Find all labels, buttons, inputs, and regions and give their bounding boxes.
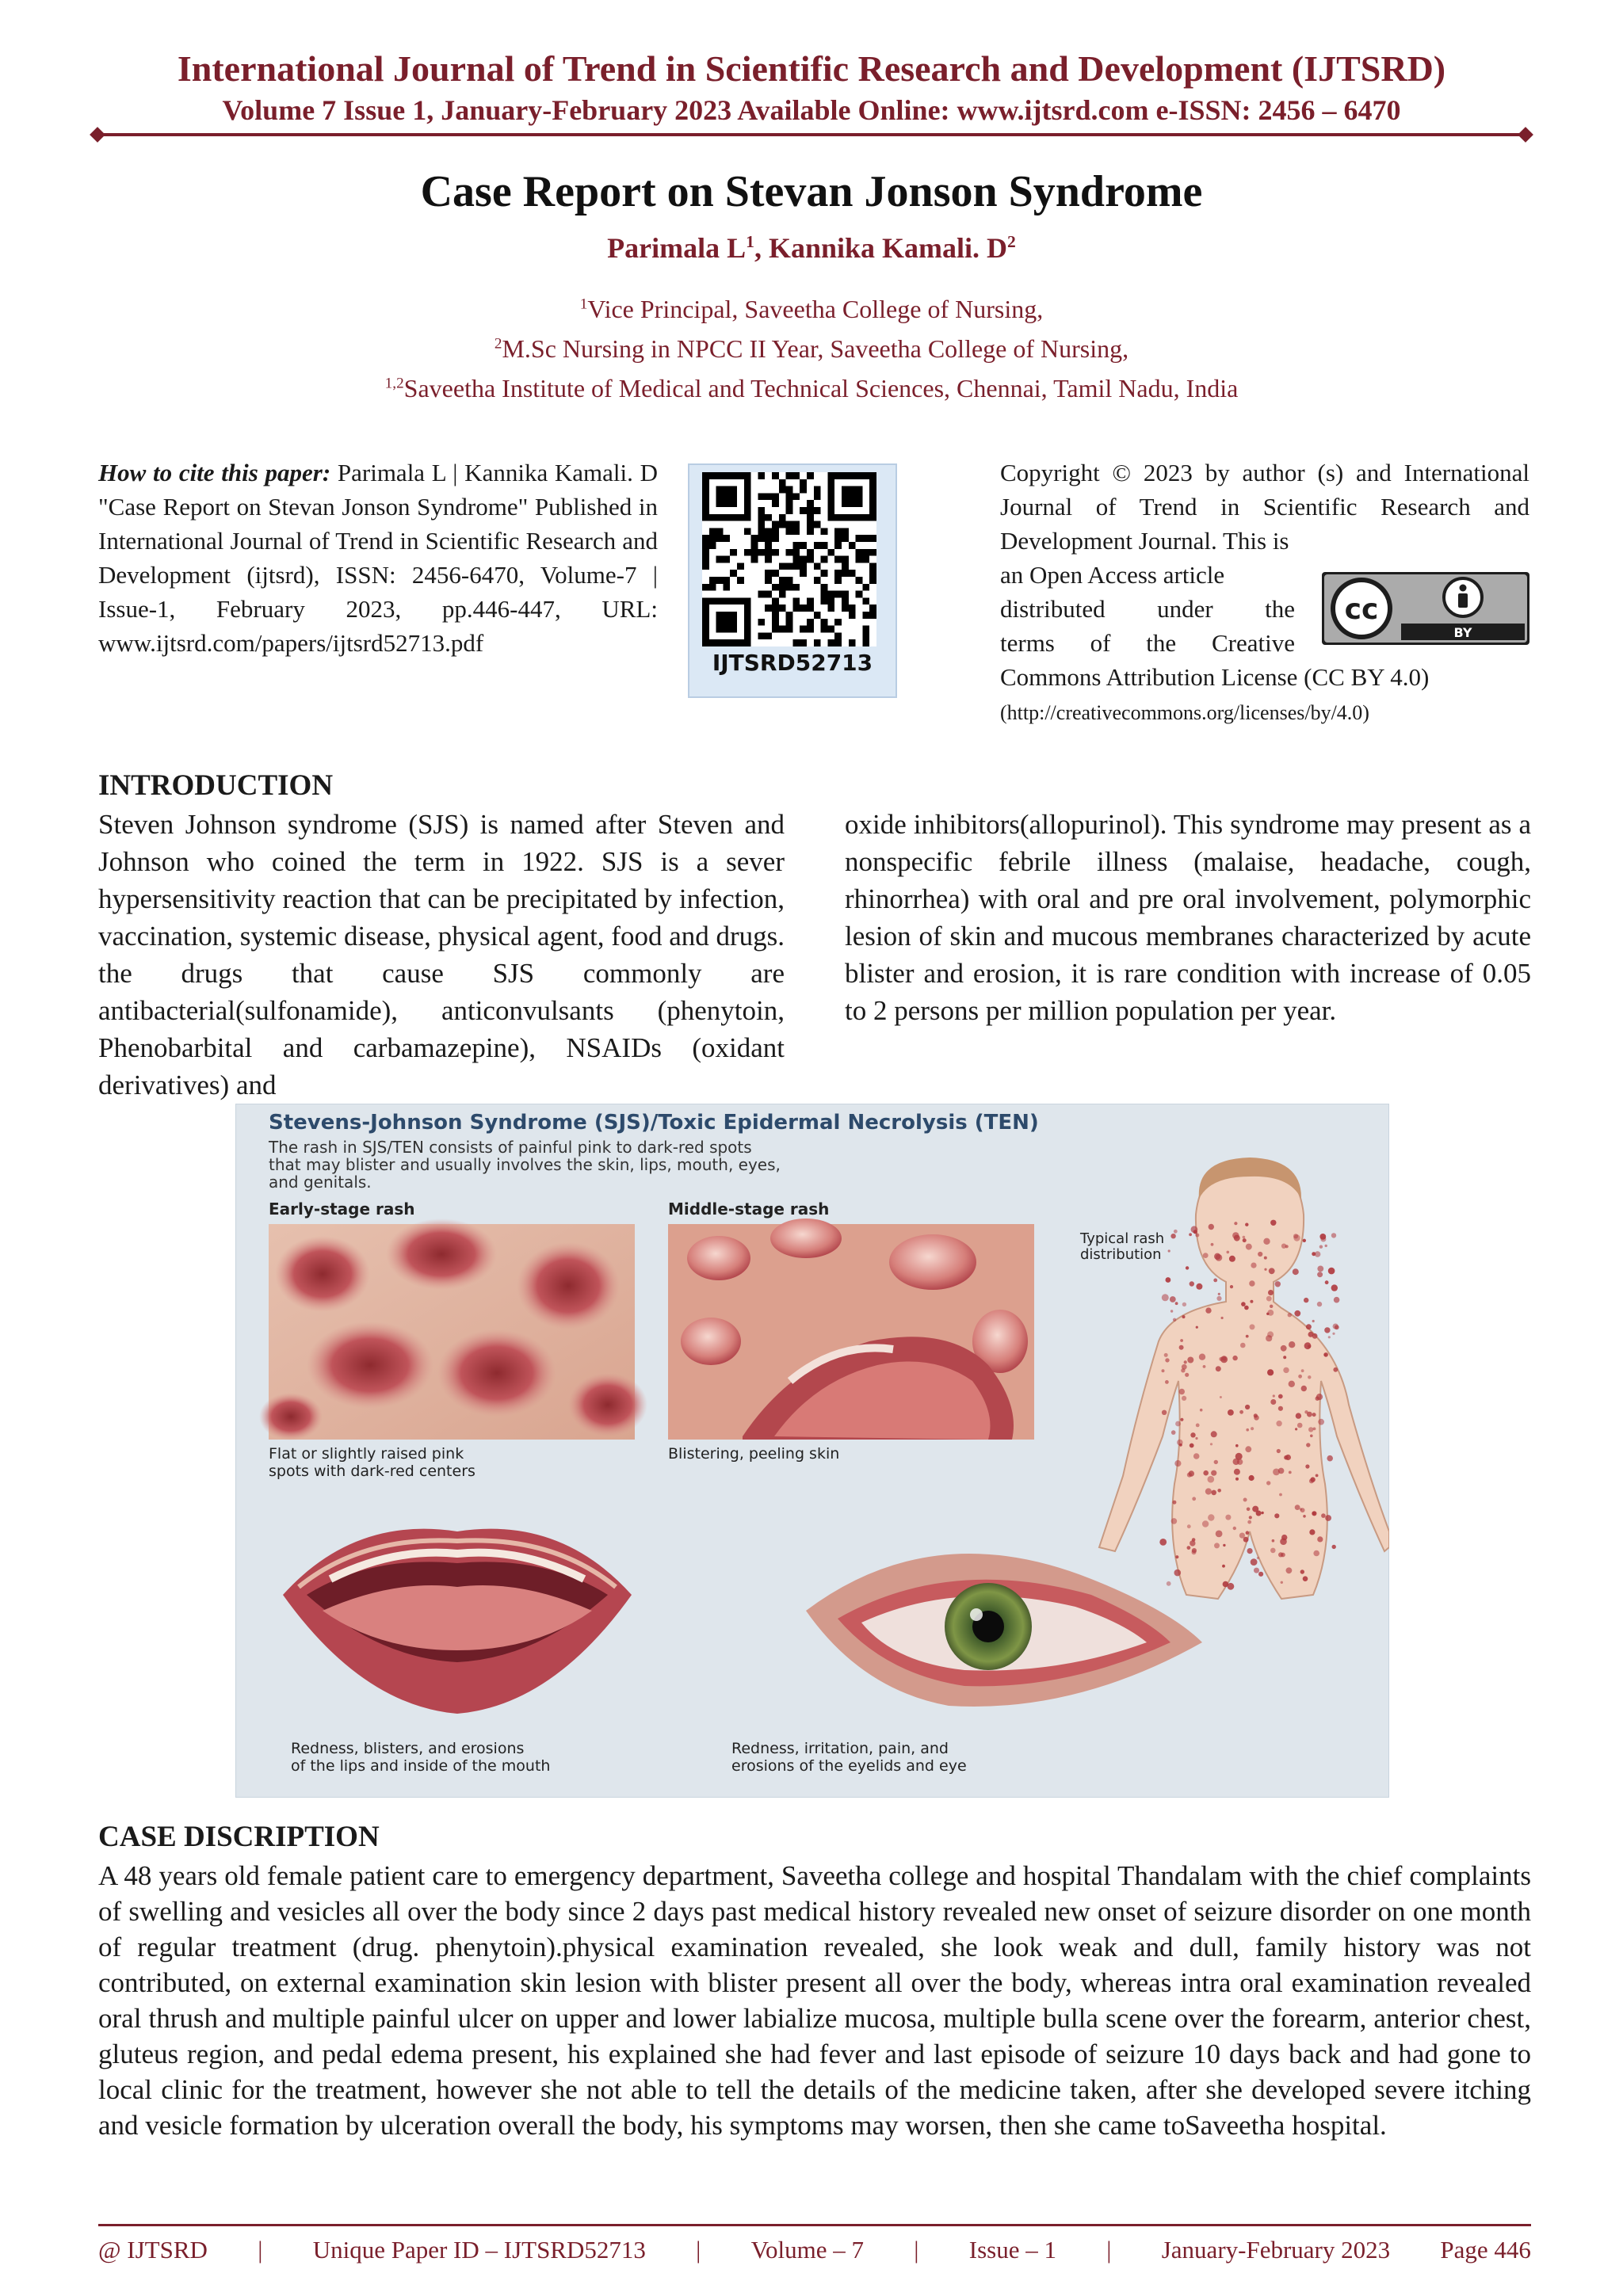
middle-stage-caption: Blistering, peeling skin <box>668 1445 840 1463</box>
footer-rule <box>98 2224 1531 2226</box>
footer-separator-2: | <box>696 2236 701 2264</box>
author-2-sup: 2 <box>1007 232 1016 251</box>
affiliation-1-sup: 1 <box>579 296 588 313</box>
introduction-heading: INTRODUCTION <box>98 769 334 802</box>
journal-subtitle: Volume 7 Issue 1, January-February 2023 Available Online: www.ijtsrd.com e-ISSN: 2456 – 6470 <box>222 94 1401 126</box>
footer-paper-id: Unique Paper ID – IJTSRD52713 <box>312 2236 646 2264</box>
author-1: Parimala L <box>607 232 747 264</box>
citation-block <box>98 456 658 660</box>
affiliation-3-sup: 1,2 <box>384 375 404 392</box>
journal-title: International Journal of Trend in Scientific Research and Development (IJTSRD) <box>177 48 1446 89</box>
cc-by-icon <box>1322 572 1529 645</box>
by-mark: BY <box>1453 625 1472 640</box>
affiliation-2-sup: 2 <box>494 335 502 353</box>
copyright-line-4 <box>1000 626 1295 660</box>
copyright-line-3-text: distributed under the <box>1000 595 1295 623</box>
cc-mark: cc <box>1344 593 1379 626</box>
copyright-line-3 <box>1000 592 1295 626</box>
case-description-heading: CASE DISCRIPTION <box>98 1821 380 1853</box>
early-stage-caption-2: spots with dark-red centers <box>269 1463 475 1480</box>
paper-title: Case Report on Stevan Jonson Syndrome <box>420 167 1203 216</box>
footer-separator-4: | <box>1106 2236 1112 2264</box>
middle-stage-rash-image <box>668 1219 1034 1440</box>
citation-label: How to cite this paper <box>98 459 323 486</box>
authors <box>0 231 1623 265</box>
affiliation-1 <box>0 295 1623 324</box>
typical-rash-label-1: Typical rash <box>1080 1230 1165 1247</box>
affiliation-2-text: M.Sc Nursing in NPCC II Year, Saveetha College of Nursing, <box>502 334 1129 363</box>
author-separator: , <box>754 232 769 264</box>
cc-by-license-badge[interactable] <box>1322 572 1529 645</box>
figure-desc-3: and genitals. <box>269 1173 372 1192</box>
qr-code-icon[interactable] <box>702 472 876 646</box>
citation-text: Parimala L | Kannika Kamali. D "Case Report on Stevan Jonson Syndrome" Published in International Journal of Trend in Scientific Research and Development (ijtsrd), ISSN: 2456-6470, Volume-7 | Issue-1, February 2023, pp.446-447, URL: www.ijtsrd.com/papers/ijtsrd52713.pdf <box>98 459 658 657</box>
affiliation-3 <box>0 374 1623 403</box>
footer-separator-3: | <box>914 2236 919 2264</box>
copyright-line-5: Commons Attribution License (CC BY 4.0) <box>1000 663 1430 691</box>
middle-stage-label: Middle-stage rash <box>668 1199 830 1219</box>
affiliation-3-text: Saveetha Institute of Medical and Technical Sciences, Chennai, Tamil Nadu, India <box>403 374 1239 402</box>
eye-caption-1: Redness, irritation, pain, and <box>731 1740 949 1757</box>
sjs-ten-figure <box>235 1104 1389 1798</box>
footer-page-number: Page 446 <box>1440 2236 1531 2264</box>
header-rule <box>97 133 1527 136</box>
introduction-column-1: Steven Johnson syndrome (SJS) is named after Steven and Johnson who coined the term in 1922. SJS is a sever hypersensitivity reaction that can be precipitated by infection, vaccination, systemic disease, physical agent, food and drugs. the drugs that cause SJS commonly are antibacterial(sulfonamide), anticonvulsants (phenytoin, Phenobarbital and carbamazepine), NSAIDs (oxidant derivatives) and <box>98 809 785 1100</box>
citation-colon: : <box>322 459 331 486</box>
affiliation-2 <box>0 334 1623 364</box>
cc-license-url[interactable]: (http://creativecommons.org/licenses/by/4.0) <box>1000 701 1369 724</box>
footer-issue: Issue – 1 <box>968 2236 1056 2264</box>
sjs-figure-illustration <box>235 1104 1389 1798</box>
case-description-text: A 48 years old female patient care to emergency department, Saveetha college and hospital Thandalam with the chief complaints of swelling and vesicles all over the body since 2 days past medical history revealed new onset of seizure disorder on one month of regular treatment (drug. phenytoin).physical examination revealed, she look weak and dull, family history was not contributed, on external examination skin lesion with blister present all over the body, whereas intra oral examination revealed oral thrush and multiple painful ulcer on upper and lower labialize mucosa, multiple bulla scene over the forearm, anterior chest, gluteus region, and pedal edema present, his explained she had fever and last episode of seizure 10 days back and had gone to local clinic for the treatment, however she not able to tell the details of the medicine taken, after she developed severe itching and vesicle formation by ulceration overall the body, his symptoms may worsen, then she came toSaveetha hospital. <box>98 1860 1531 2141</box>
copyright-line-4-text: terms of the Creative <box>1000 629 1295 657</box>
early-stage-label: Early-stage rash <box>269 1199 415 1219</box>
copyright-line-1: Copyright © 2023 by author (s) and International Journal of Trend in Scientific Research and Development Journal. This is <box>1000 459 1529 555</box>
author-2: Kannika Kamali. D <box>768 232 1008 264</box>
early-stage-rash-image <box>259 1219 647 1440</box>
figure-title: Stevens-Johnson Syndrome (SJS)/Toxic Epidermal Necrolysis (TEN) <box>269 1111 1039 1135</box>
figure-desc-1: The rash in SJS/TEN consists of painful pink to dark-red spots <box>269 1138 752 1157</box>
footer-period: January-February 2023 <box>1161 2236 1391 2264</box>
header-rule-right-diamond <box>1518 127 1533 143</box>
footer-separator-1: | <box>258 2236 263 2264</box>
footer-volume: Volume – 7 <box>750 2236 865 2264</box>
mouth-caption-2: of the lips and inside of the mouth <box>291 1757 551 1775</box>
affiliation-1-text: Vice Principal, Saveetha College of Nursing, <box>587 295 1044 323</box>
eye-caption-2: erosions of the eyelids and eye <box>731 1757 967 1775</box>
early-stage-caption-1: Flat or slightly raised pink <box>269 1445 464 1463</box>
figure-desc-2: that may blister and usually involves the skin, lips, mouth, eyes, <box>269 1155 781 1174</box>
mouth-caption-1: Redness, blisters, and erosions <box>291 1740 525 1757</box>
footer-journal: @ IJTSRD <box>98 2236 208 2264</box>
page-footer <box>98 2236 1531 2264</box>
author-1-sup: 1 <box>746 232 754 251</box>
introduction-column-2: oxide inhibitors(allopurinol). This syndrome may present as a nonspecific febrile illness (malaise, headache, cough, rhinorrhea) with oral and pre oral involvement, polymorphic lesion of skin and mucous membranes characterized by acute blister and erosion, it is rare condition with increase of 0.05 to 2 persons per million population per year. <box>845 809 1531 1026</box>
typical-rash-label-2: distribution <box>1080 1246 1162 1263</box>
copyright-line-2: an Open Access article <box>1000 561 1225 589</box>
qr-paper-id: IJTSRD52713 <box>712 650 873 676</box>
